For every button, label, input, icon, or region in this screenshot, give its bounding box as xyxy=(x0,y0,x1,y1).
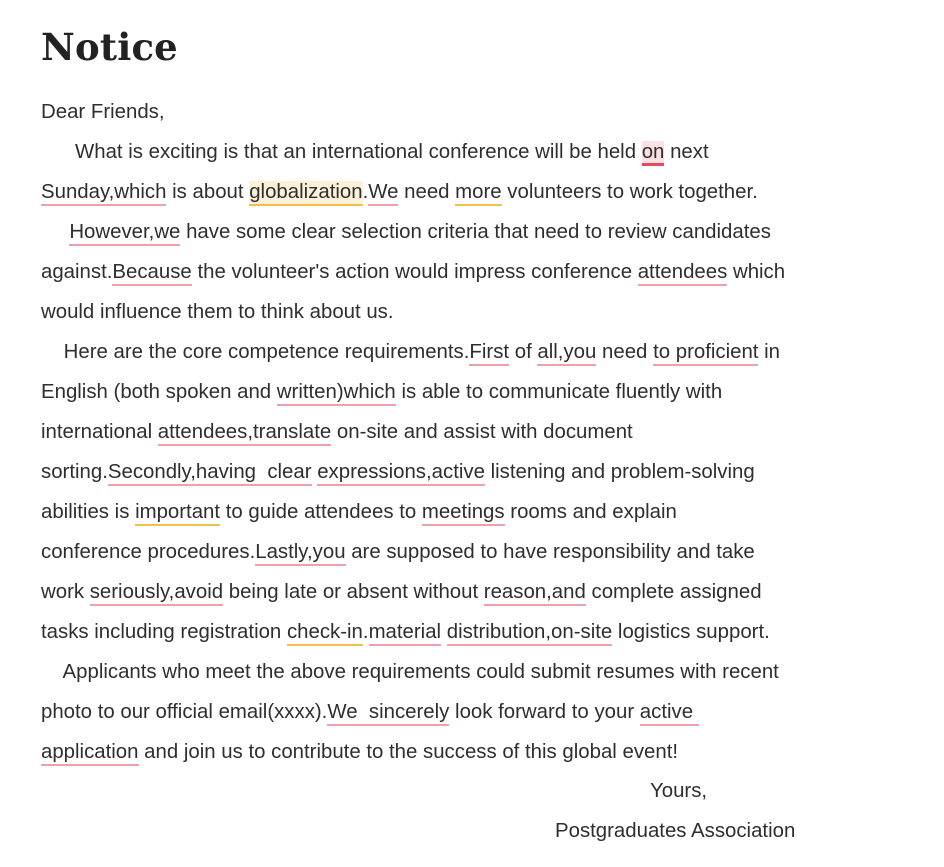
text-line xyxy=(41,412,921,452)
text-segment xyxy=(441,621,447,643)
spelling-underline[interactable]: active xyxy=(640,701,699,726)
text-line xyxy=(41,452,921,492)
text-line xyxy=(41,532,921,572)
spelling-underline[interactable]: material xyxy=(369,621,442,646)
text-segment: complete assigned xyxy=(585,581,762,603)
notice-body xyxy=(41,92,921,772)
text-segment: would influence them to think about us. xyxy=(41,301,394,323)
text-segment: need xyxy=(596,341,654,363)
text-segment: volunteers to work together. xyxy=(501,181,758,203)
text-line xyxy=(41,732,921,772)
text-segment: photo to our official email(xxxx). xyxy=(41,701,328,723)
spelling-underline[interactable]: attendees,translate xyxy=(158,421,331,446)
spelling-underline[interactable]: reason,and xyxy=(484,581,586,606)
spelling-underline[interactable]: to proficient xyxy=(653,341,758,366)
text-segment: the volunteer's action would impress conference xyxy=(191,261,638,283)
text-segment: logistics support. xyxy=(612,621,770,643)
suggestion-underline[interactable]: more xyxy=(455,181,501,206)
grammar-error-highlight[interactable]: on xyxy=(642,141,665,166)
text-segment: conference procedures. xyxy=(41,541,256,563)
text-line xyxy=(41,172,921,212)
text-segment: need xyxy=(398,181,456,203)
text-line xyxy=(41,652,921,692)
text-segment: on-site and assist with document xyxy=(331,421,633,443)
text-segment: next xyxy=(664,141,709,163)
spelling-underline[interactable]: meetings xyxy=(422,501,505,526)
text-segment: have some clear selection criteria that need to review candidates xyxy=(180,221,771,243)
text-segment: rooms and explain xyxy=(504,501,677,523)
text-line xyxy=(41,692,921,732)
text-segment: in xyxy=(758,341,781,363)
spelling-underline[interactable]: seriously,avoid xyxy=(90,581,223,606)
spelling-underline[interactable]: all,you xyxy=(537,341,596,366)
text-segment: Applicants who meet the above requirements could submit resumes with recent xyxy=(41,661,779,683)
text-segment: is about xyxy=(166,181,250,203)
text-segment: What is exciting is that an international conference will be held xyxy=(41,141,642,163)
text-line xyxy=(41,372,921,412)
spelling-underline[interactable]: First xyxy=(469,341,509,366)
text-line xyxy=(41,292,921,332)
text-segment: international xyxy=(41,421,158,443)
spelling-underline[interactable]: application xyxy=(41,741,139,766)
text-segment: of xyxy=(509,341,538,363)
text-segment: tasks including registration xyxy=(41,621,287,643)
spelling-underline[interactable]: written)which xyxy=(277,381,396,406)
suggestion-underline[interactable]: check-in xyxy=(287,621,363,646)
spelling-underline[interactable]: expressions,active xyxy=(317,461,485,486)
text-line xyxy=(41,212,921,252)
text-segment: listening and problem-solving xyxy=(484,461,755,483)
text-segment: . xyxy=(362,621,369,643)
text-line-salutation xyxy=(41,92,921,132)
text-line xyxy=(41,132,921,172)
notice-title: Notice xyxy=(41,25,178,69)
suggestion-highlight[interactable]: globalization xyxy=(249,181,362,206)
text-segment: abilities is xyxy=(41,501,136,523)
spelling-underline[interactable]: Secondly,having clear xyxy=(108,461,312,486)
text-segment: which xyxy=(727,261,786,283)
spelling-underline[interactable]: Lastly,you xyxy=(255,541,345,566)
closing-line: Yours, xyxy=(650,780,708,802)
spelling-underline[interactable]: Sunday,which xyxy=(41,181,166,206)
text-segment: look forward to your xyxy=(449,701,640,723)
text-segment xyxy=(41,221,69,243)
text-segment: English (both spoken and xyxy=(41,381,277,403)
text-segment: Here are the core competence requirements. xyxy=(41,341,470,363)
spelling-underline[interactable]: Because xyxy=(112,261,191,286)
suggestion-underline[interactable]: important xyxy=(135,501,220,526)
spelling-underline[interactable]: We xyxy=(368,181,398,206)
text-segment: is able to communicate fluently with xyxy=(395,381,723,403)
spelling-underline[interactable]: distribution,on-site xyxy=(447,621,612,646)
text-segment: to guide attendees to xyxy=(220,501,422,523)
signature-line: Postgraduates Association xyxy=(555,820,796,841)
text-line xyxy=(41,332,921,372)
spelling-underline[interactable]: attendees xyxy=(638,261,728,286)
text-segment: sorting. xyxy=(41,461,108,483)
text-segment: are supposed to have responsibility and take xyxy=(345,541,755,563)
text-segment: . xyxy=(362,181,369,203)
text-segment: and join us to contribute to the success of this global event! xyxy=(138,741,679,763)
salutation: Dear Friends, xyxy=(41,101,165,123)
text-line xyxy=(41,252,921,292)
text-segment: being late or absent without xyxy=(223,581,484,603)
text-line xyxy=(41,612,921,652)
text-line xyxy=(41,492,921,532)
text-segment: against. xyxy=(41,261,113,283)
spelling-underline[interactable]: We sincerely xyxy=(327,701,449,726)
spelling-underline[interactable]: However,we xyxy=(69,221,180,246)
text-segment: work xyxy=(41,581,90,603)
notice-document xyxy=(41,0,921,772)
text-line xyxy=(41,572,921,612)
